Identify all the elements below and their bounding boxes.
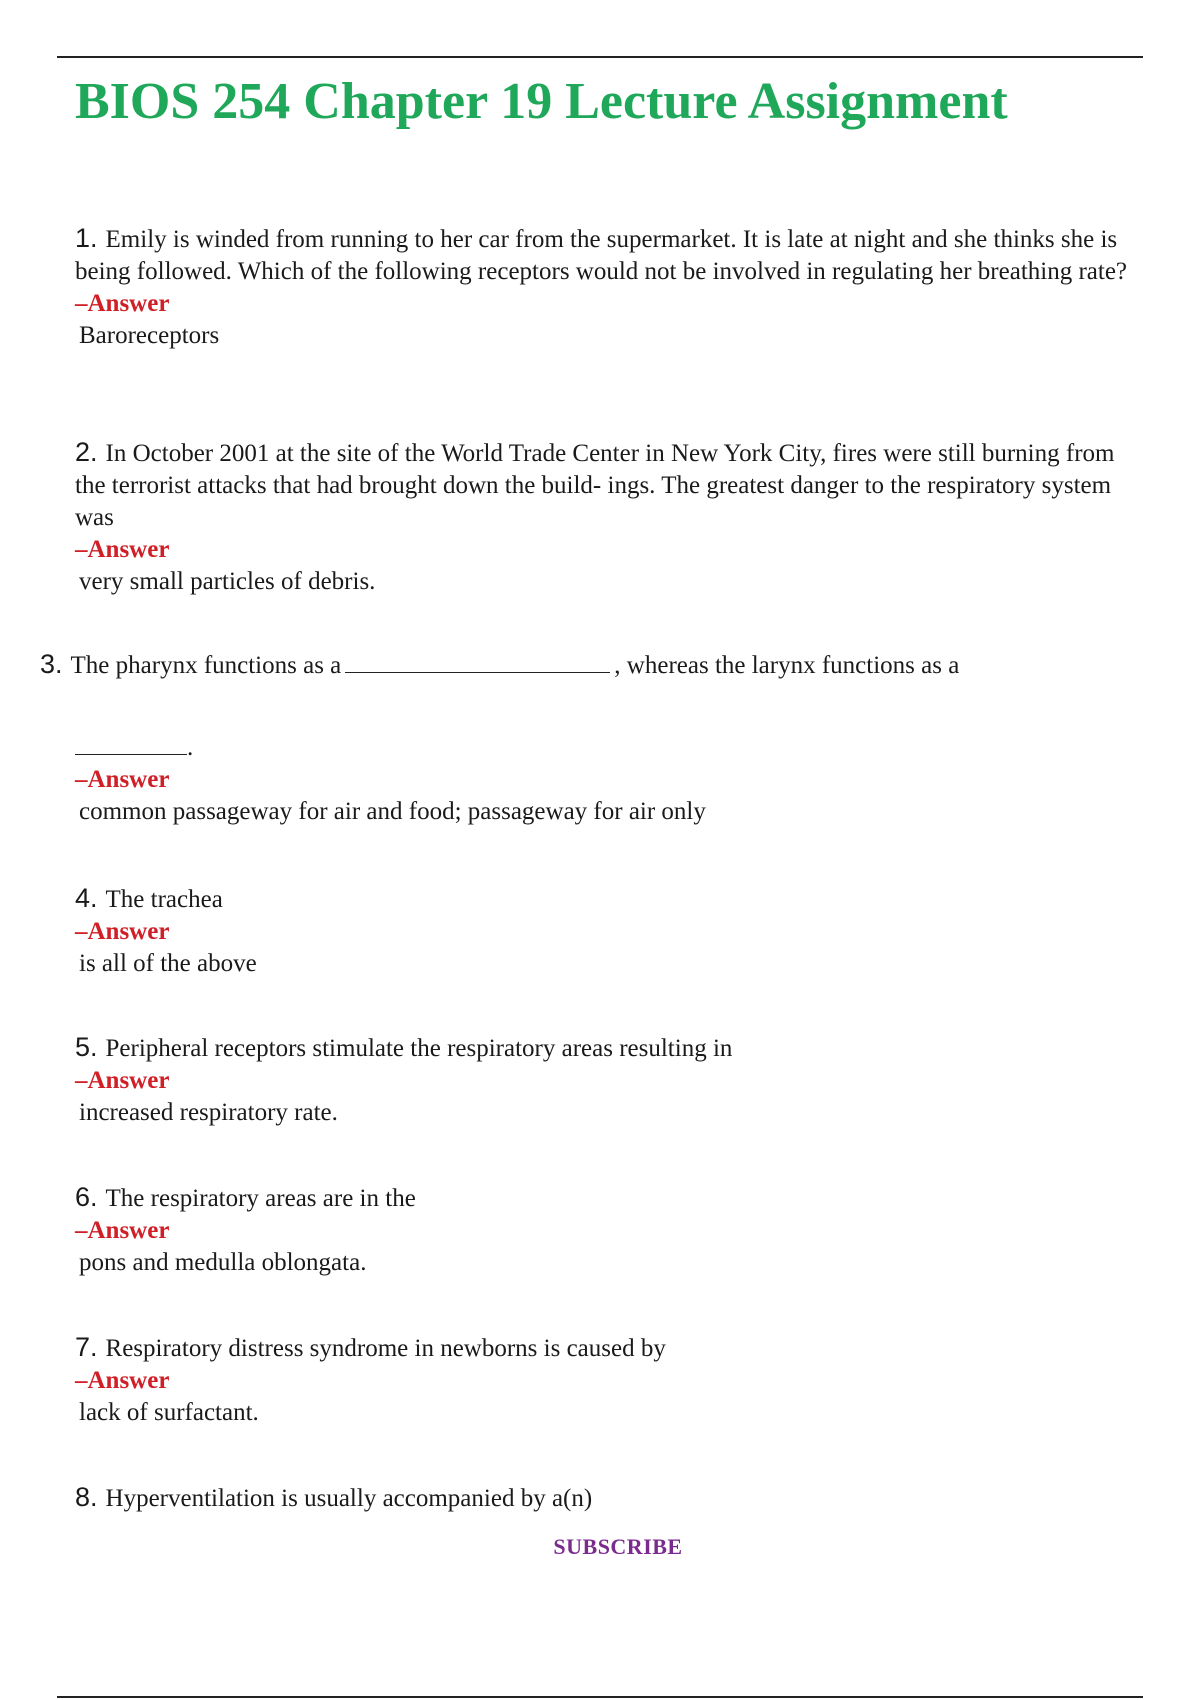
question-6 [75, 1181, 1145, 1279]
question-text: Respiratory distress syndrome in newborns is caused by [105, 1335, 666, 1362]
question-text: The trachea [105, 886, 223, 913]
answer-text: pons and medulla oblongata. [79, 1249, 367, 1276]
answer-label: –Answer [75, 536, 170, 563]
question-text: Peripheral receptors stimulate the respiratory areas resulting in [105, 1035, 733, 1062]
question-text-part2: , whereas the larynx functions as a [614, 652, 960, 679]
question-text: Emily is winded from running to her car from the supermarket. It is late at night and she thinks she is being followed. Which of the following receptors would not be involved in regulating her breathing rate? [75, 226, 1128, 285]
question-4 [75, 882, 1145, 980]
question-3 [40, 648, 1145, 828]
fill-in-blank [345, 650, 610, 673]
answer-label: –Answer [75, 918, 170, 945]
bottom-rule [57, 1696, 1143, 1698]
question-number: 5. [75, 1032, 98, 1062]
question-number: 7. [75, 1332, 98, 1362]
question-2 [75, 436, 1145, 598]
answer-text: very small particles of debris. [79, 568, 376, 595]
question-text-part1: The pharynx functions as a [70, 652, 342, 679]
question-text: Hyperventilation is usually accompanied by a(n) [105, 1485, 593, 1512]
question-number: 1. [75, 223, 98, 253]
answer-text: increased respiratory rate. [79, 1099, 338, 1126]
question-number: 2. [75, 437, 98, 467]
question-8 [75, 1481, 1145, 1515]
answer-label: –Answer [75, 1367, 170, 1394]
answer-text: is all of the above [79, 950, 257, 977]
question-number: 8. [75, 1482, 98, 1512]
question-number: 6. [75, 1182, 98, 1212]
page-title: BIOS 254 Chapter 19 Lecture Assignment [75, 73, 1008, 130]
question-text: The respiratory areas are in the [105, 1185, 416, 1212]
answer-text: Baroreceptors [79, 322, 220, 349]
top-rule [57, 56, 1143, 58]
answer-label: –Answer [75, 290, 170, 317]
question-1 [75, 222, 1145, 352]
answer-label: –Answer [75, 1217, 170, 1244]
question-5 [75, 1031, 1145, 1129]
answer-label: –Answer [75, 766, 170, 793]
fill-in-blank [75, 732, 187, 755]
question-number: 3. [40, 649, 63, 679]
question-text-end: . [187, 734, 194, 761]
answer-text: lack of surfactant. [79, 1399, 259, 1426]
question-text: In October 2001 at the site of the World Trade Center in New York City, fires were still burning from the terrorist attacks that had brought down the build- ings. The greatest danger to the respiratory system was [75, 440, 1115, 531]
question-7 [75, 1331, 1145, 1429]
question-number: 4. [75, 883, 98, 913]
subscribe-link[interactable]: SUBSCRIBE [553, 1534, 683, 1559]
answer-text: common passageway for air and food; passageway for air only [79, 798, 706, 825]
answer-label: –Answer [75, 1067, 170, 1094]
